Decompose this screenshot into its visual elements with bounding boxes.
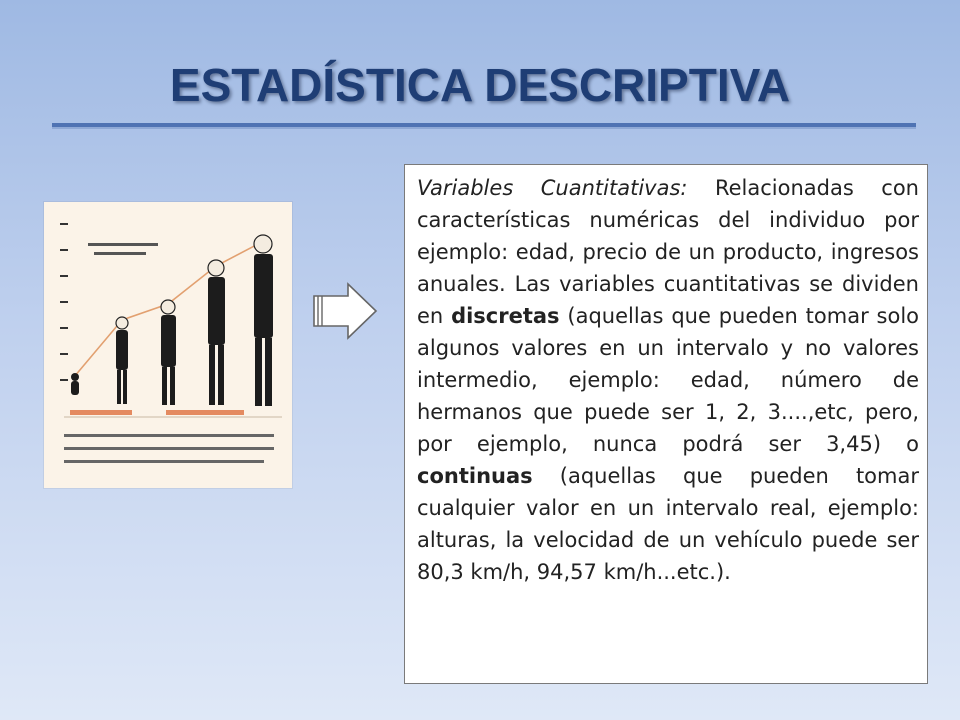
growth-illustration xyxy=(44,202,292,488)
discretas-description: (aquellas que pueden tomar solo algunos valores en un intervalo y no valores intermedio, ejemplo: edad, número de hermanos que puede ser 1, 2, 3....,etc, pero, por ejemplo, nunca podrá ser 3,45) o xyxy=(417,304,919,456)
continuas-description: (aquellas que pueden tomar cualquier valor en un intervalo real, ejemplo: alturas, la velocidad de un vehículo puede ser 80,3 km/h, 94,57 km/h...etc.). xyxy=(417,464,919,584)
definition-textbox xyxy=(404,164,928,684)
discretas-term: discretas xyxy=(451,304,560,328)
growth-stature-illustration xyxy=(44,202,292,488)
slide-title: ESTADÍSTICA DESCRIPTIVA xyxy=(169,59,791,111)
definition-paragraph xyxy=(417,172,919,588)
continuas-term: continuas xyxy=(417,464,533,488)
right-arrow-icon xyxy=(312,282,378,340)
intro-text: Relacionadas con características numéricas del individuo por ejemplo: edad, precio de un producto, ingresos anuales. Las variables cuantitativas se dividen en xyxy=(417,176,919,328)
title-underline xyxy=(52,123,916,129)
term-label: Variables Cuantitativas: xyxy=(417,176,688,200)
